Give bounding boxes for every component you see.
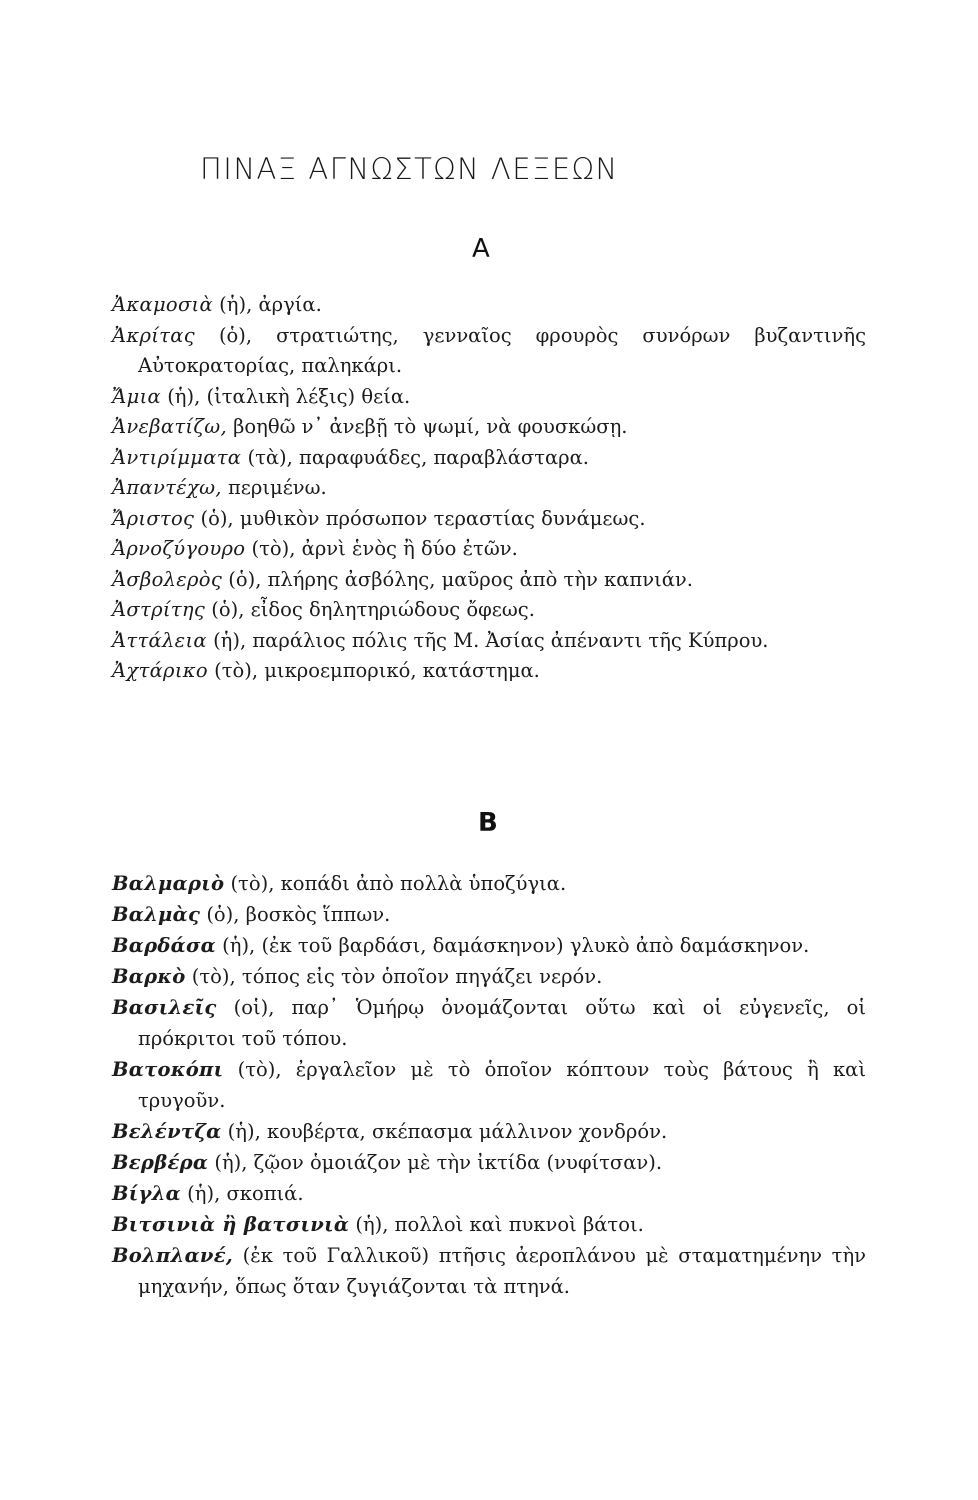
glossary-section-a	[112, 290, 866, 687]
entry-definition: (ὁ), εἶδος δηλητηριώδους ὄφεως.	[205, 598, 535, 621]
entry-definition: (ἡ), ἀργία.	[212, 293, 322, 316]
glossary-entry	[112, 1147, 866, 1178]
glossary-entry	[112, 1178, 866, 1209]
entry-headword: Βερβέρα	[112, 1151, 209, 1174]
entry-headword: Ἀπαντέχω,	[112, 476, 222, 499]
entry-headword: Βαρκὸ	[112, 965, 186, 988]
entry-headword: Βαλμὰς	[112, 903, 201, 926]
entry-definition: (τὸ), τόπος εἰς τὸν ὁποῖον πηγάζει νερόν.	[185, 965, 603, 988]
glossary-entry	[112, 595, 866, 626]
entry-headword: Ἀστρίτης	[112, 598, 206, 621]
glossary-entry	[112, 992, 866, 1054]
glossary-entry	[112, 321, 866, 382]
glossary-entry	[112, 504, 866, 535]
glossary-entry	[112, 1116, 866, 1147]
entry-headword: Βαλμαριὸ	[112, 872, 225, 895]
page-title: ΠΙΝΑΞ ΑΓΝΩΣΤΩΝ ΛΕΞΕΩΝ	[200, 152, 619, 186]
glossary-entry	[112, 565, 866, 596]
glossary-entry	[112, 534, 866, 565]
glossary-entry	[112, 1209, 866, 1240]
glossary-entry	[112, 930, 866, 961]
entry-headword: Ἀττάλεια	[112, 628, 207, 652]
entry-headword: Ἀκαμοσιὰ	[112, 293, 213, 316]
glossary-entry	[112, 412, 866, 443]
glossary-section-b	[112, 868, 866, 1302]
entry-headword: Βιτσινιὰ ἢ βατσινιὰ	[112, 1213, 350, 1236]
glossary-entry	[112, 290, 866, 321]
glossary-entry	[112, 868, 866, 899]
entry-headword: Ἀσβολερὸς	[112, 567, 223, 591]
entry-definition: (τὸ), κοπάδι ἀπὸ πολλὰ ὑποζύγια.	[224, 872, 567, 895]
entry-definition: (ἡ), σκοπιά.	[180, 1182, 304, 1205]
entry-definition: (ἡ), πολλοὶ καὶ πυκνοὶ βάτοι.	[349, 1213, 644, 1236]
entry-definition: (ἡ), ζῷον ὁμοιάζον μὲ τὴν ἰκτίδα (νυφίτσαν).	[208, 1151, 663, 1174]
entry-definition: (οἱ), παρ᾿ Ὁμήρῳ ὀνομάζονται οὕτω καὶ οἱ εὐγενεῖς, οἱ πρόκριτοι τοῦ τόπου.	[138, 996, 866, 1050]
glossary-entry	[112, 1054, 866, 1116]
entry-headword: Βασιλεῖς	[112, 996, 217, 1019]
entry-definition: (ἡ), κουβέρτα, σκέπασμα μάλλινον χονδρόν.	[221, 1120, 668, 1143]
entry-definition: (ὁ), μυθικὸν πρόσωπον τεραστίας δυνάμεως.	[194, 506, 646, 530]
entry-headword: Βαρδάσα	[112, 934, 216, 957]
entry-headword: Ἀχτάρικο	[112, 659, 208, 682]
entry-definition: (ἡ), (ἰταλικὴ λέξις) θεία.	[161, 384, 411, 408]
entry-definition: περιμένω.	[221, 476, 327, 499]
entry-headword: Ἀρνοζύγουρο	[112, 537, 246, 560]
entry-headword: Βελέντζα	[112, 1120, 222, 1143]
glossary-entry	[112, 382, 866, 413]
entry-definition: (ἐκ τοῦ Γαλλικοῦ) πτῆσις ἀεροπλάνου μὲ σταματημένην τὴν μηχανήν, ὅπως ὅταν ζυγιάζονται τὰ πτηνά.	[138, 1244, 866, 1298]
glossary-entry	[112, 961, 866, 992]
glossary-entry	[112, 656, 866, 687]
entry-headword: Ἀκρίτας	[112, 323, 195, 347]
glossary-entry	[112, 473, 866, 504]
entry-headword: Ἄμια	[112, 384, 161, 408]
glossary-entry	[112, 443, 866, 474]
entry-definition: (τὸ), ἐργαλεῖον μὲ τὸ ὁποῖον κόπτουν τοὺς βάτους ἢ καὶ τρυγοῦν.	[138, 1058, 866, 1112]
section-letter-a: Α	[472, 234, 490, 264]
entry-definition: (ἡ), (ἐκ τοῦ βαρδάσι, δαμάσκηνον) γλυκὸ ἀπὸ δαμάσκηνον.	[215, 934, 810, 957]
entry-definition: (ὁ), βοσκὸς ἵππων.	[200, 903, 391, 926]
entry-definition: (ἡ), παράλιος πόλις τῆς Μ. Ἀσίας ἀπέναντι τῆς Κύπρου.	[206, 628, 769, 652]
entry-definition: (τὰ), παραφυάδες, παραβλάσταρα.	[241, 445, 589, 469]
glossary-entry	[112, 626, 866, 657]
entry-headword: Ἀνεβατίζω,	[112, 415, 227, 438]
entry-headword: Βατοκόπι	[112, 1058, 224, 1081]
entry-definition: (τὸ), ἀρνὶ ἑνὸς ἢ δύο ἐτῶν.	[245, 537, 518, 560]
entry-definition: (ὁ), πλήρης ἀσβόλης, μαῦρος ἀπὸ τὴν καπνιάν.	[222, 567, 693, 591]
entry-headword: Βολπλανέ,	[112, 1244, 233, 1267]
entry-definition: (τὸ), μικροεμπορικό, κατάστημα.	[207, 659, 540, 682]
glossary-entry	[112, 899, 866, 930]
entry-headword: Ἀντιρίμματα	[112, 445, 242, 469]
entry-headword: Ἄριστος	[112, 506, 195, 530]
glossary-entry	[112, 1240, 866, 1302]
entry-definition: βοηθῶ ν᾿ ἀνεβῇ τὸ ψωμί, νὰ φουσκώσῃ.	[226, 415, 628, 438]
entry-headword: Βίγλα	[112, 1182, 181, 1205]
entry-definition: (ὁ), στρατιώτης, γενναῖος φρουρὸς συνόρων βυζαντινῆς Αὐτοκρατορίας, παληκάρι.	[138, 323, 866, 377]
section-letter-b: Β	[478, 808, 498, 838]
